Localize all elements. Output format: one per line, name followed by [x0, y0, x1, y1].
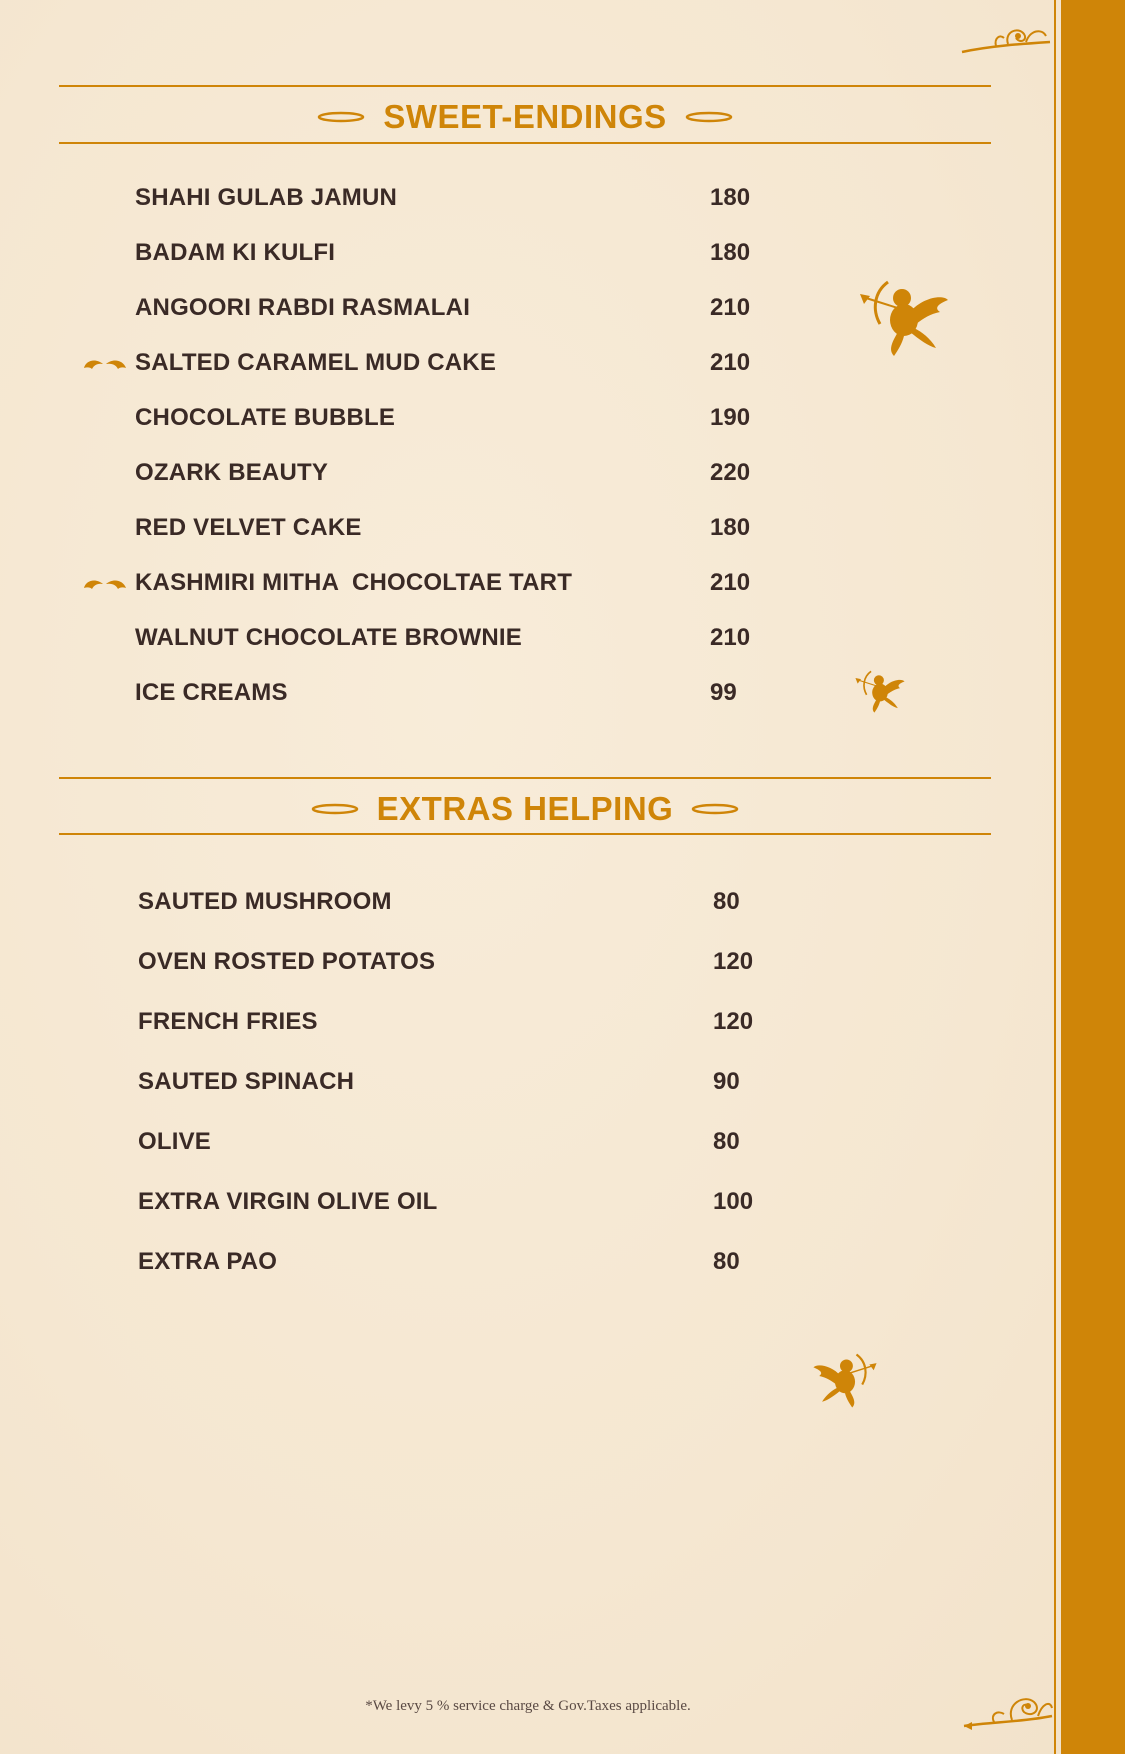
menu-item: SAUTED SPINACH: [138, 1068, 355, 1095]
section-bottom-rule: [59, 833, 991, 835]
top-flourish-icon: [960, 20, 1052, 58]
menu-item: OZARK BEAUTY: [135, 459, 329, 486]
menu-item: WALNUT CHOCOLATE BROWNIE: [135, 624, 522, 651]
menu-item: CHOCOLATE BUBBLE: [135, 404, 396, 431]
menu-item-price: 99: [710, 679, 737, 706]
menu-item: OVEN ROSTED POTATOS: [138, 948, 436, 975]
wings-icon: [82, 576, 128, 592]
menu-item: SAUTED MUSHROOM: [138, 888, 392, 915]
menu-item: BADAM KI KULFI: [135, 239, 336, 266]
menu-item-price: 180: [710, 514, 751, 541]
menu-item-price: 190: [710, 404, 751, 431]
service-charge-note: *We levy 5 % service charge & Gov.Taxes applicable.: [365, 1698, 691, 1714]
section-title-text: EXTRAS HELPING: [376, 790, 674, 827]
menu-item-price: 100: [713, 1188, 754, 1215]
menu-item: ANGOORI RABDI RASMALAI: [135, 294, 471, 321]
menu-item: EXTRA PAO: [138, 1248, 278, 1275]
menu-item-price: 120: [713, 1008, 754, 1035]
menu-item-price: 210: [710, 624, 751, 651]
menu-item: EXTRA VIRGIN OLIVE OIL: [138, 1188, 438, 1215]
menu-item-price: 210: [710, 294, 751, 321]
menu-item: SHAHI GULAB JAMUN: [135, 184, 398, 211]
side-border-line: [1054, 0, 1056, 1754]
menu-item-price: 210: [710, 349, 751, 376]
section-bottom-rule: [59, 142, 991, 144]
menu-item-price: 90: [713, 1068, 740, 1095]
section-title-extras-helping: [59, 786, 991, 832]
halo-icon: [685, 111, 733, 123]
menu-item-price: 80: [713, 1128, 740, 1155]
section-top-rule: [59, 777, 991, 779]
menu-item: ICE CREAMS: [135, 679, 288, 706]
section-title-text: SWEET-ENDINGS: [383, 98, 667, 135]
menu-item-price: 180: [710, 239, 751, 266]
side-border-bar: [1061, 0, 1125, 1754]
cherub-icon: [858, 276, 950, 362]
menu-item-price: 180: [710, 184, 751, 211]
menu-item: OLIVE: [138, 1128, 212, 1155]
menu-item-price: 220: [710, 459, 751, 486]
section-top-rule: [59, 85, 991, 87]
menu-item: KASHMIRI MITHA CHOCOLTAE TART: [135, 569, 573, 596]
halo-icon: [691, 803, 739, 815]
halo-icon: [311, 803, 359, 815]
cherub-icon: [854, 668, 906, 716]
cherub-icon: [812, 1348, 878, 1414]
wings-icon: [82, 356, 128, 372]
section-title-sweet-endings: [59, 94, 991, 140]
menu-item-price: 80: [713, 1248, 740, 1275]
halo-icon: [317, 111, 365, 123]
menu-item: RED VELVET CAKE: [135, 514, 362, 541]
menu-item-price: 80: [713, 888, 740, 915]
menu-item: SALTED CARAMEL MUD CAKE: [135, 349, 497, 376]
menu-item-price: 210: [710, 569, 751, 596]
menu-item: FRENCH FRIES: [138, 1008, 318, 1035]
menu-item-price: 120: [713, 948, 754, 975]
